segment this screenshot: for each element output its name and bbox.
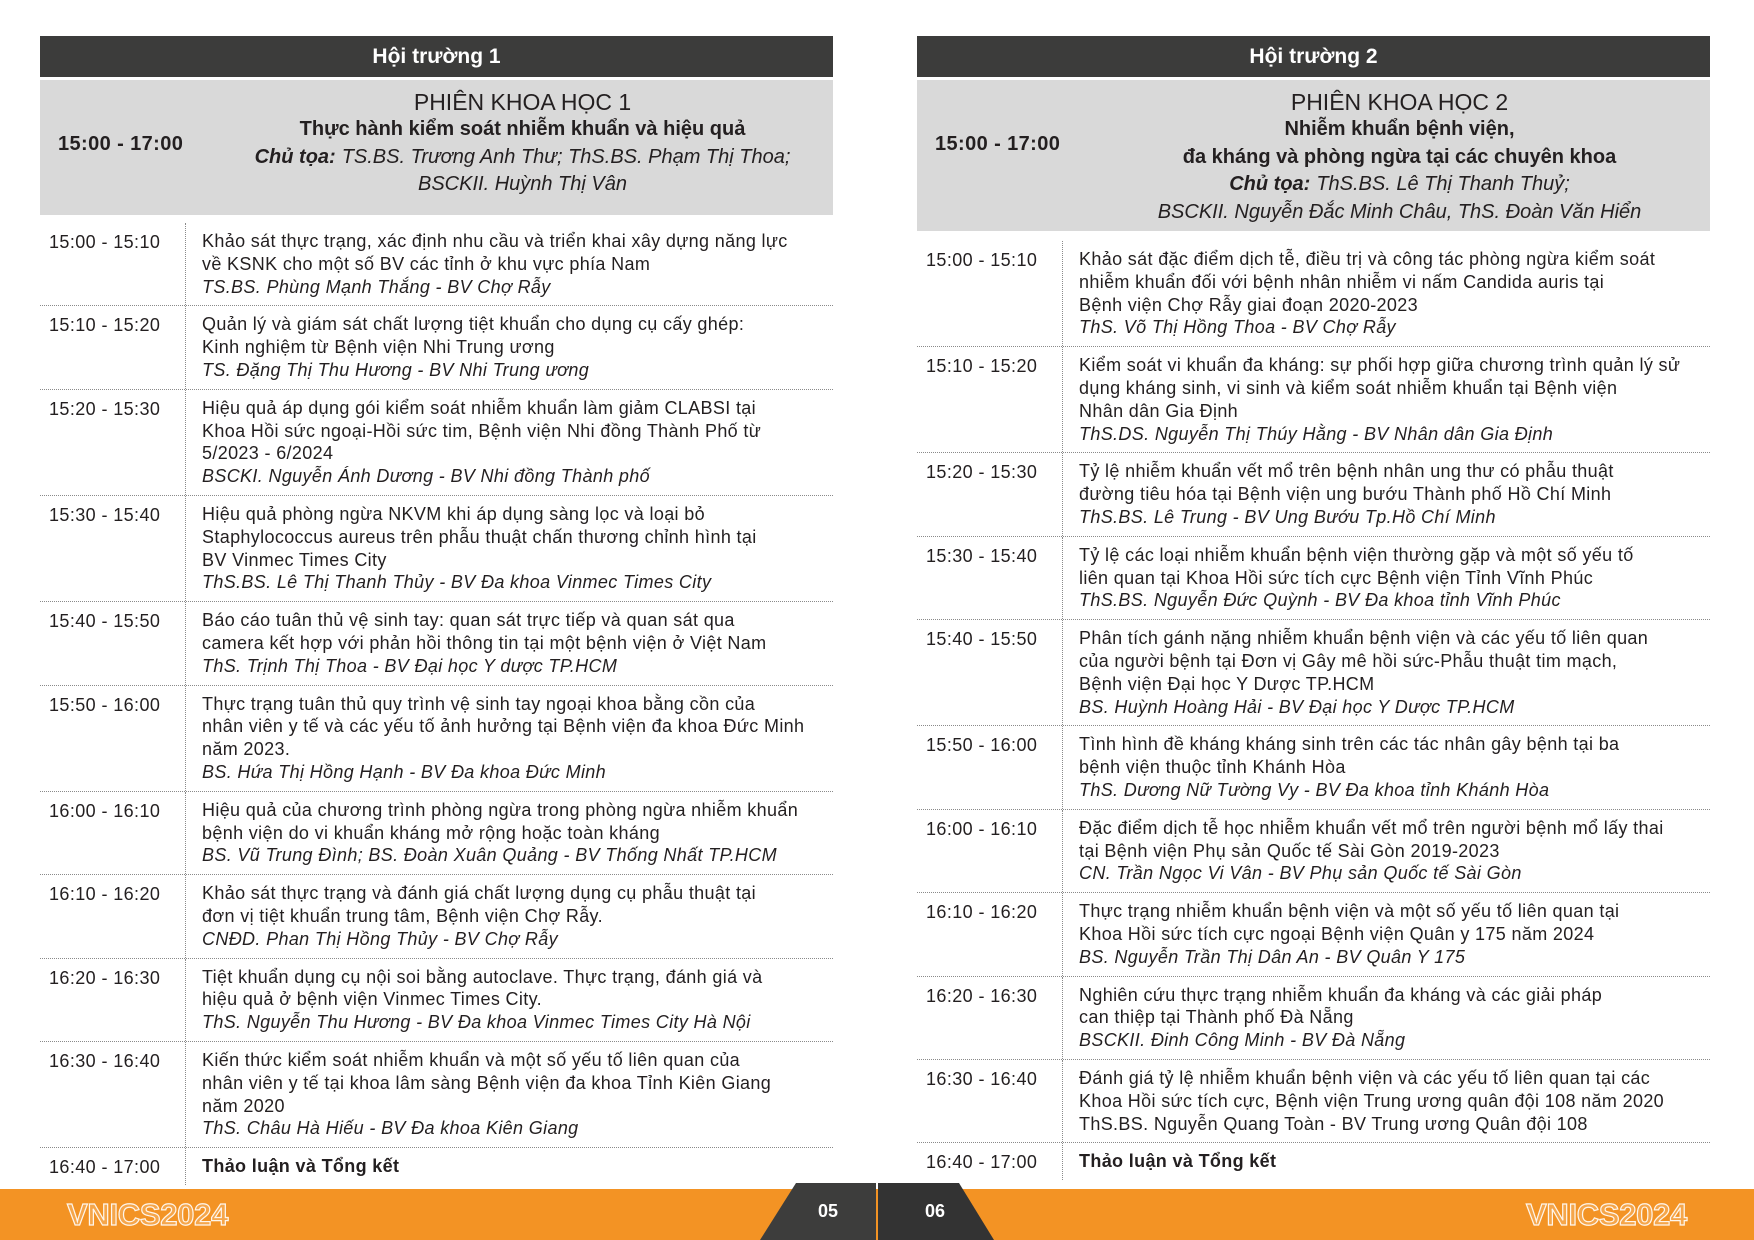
session-subtitle: Thực hành kiểm soát nhiễm khuẩn và hiệu quả <box>299 118 746 141</box>
talk-title-line: Phân tích gánh nặng nhiễm khuẩn bệnh viện và các yếu tố liên quan <box>1079 628 1649 649</box>
talk-title-line: Báo cáo tuân thủ vệ sinh tay: quan sát trực tiếp và quan sát qua <box>202 610 735 631</box>
talk-time: 16:30 - 16:40 <box>40 1042 186 1147</box>
talk-row <box>40 875 833 958</box>
closing-session: Thảo luận và Tổng kết <box>202 1156 400 1177</box>
session-chairs <box>1089 171 1710 198</box>
talk-time: 15:40 - 15:50 <box>40 602 186 684</box>
talk-title-line: Khảo sát đặc điểm dịch tễ, điều trị và công tác phòng ngừa kiểm soát <box>1079 249 1656 269</box>
talk-speaker: ThS.BS. Lê Trung - BV Ung Bướu Tp.Hồ Chí Minh <box>1079 506 1496 527</box>
talk-title-line: liên quan tại Khoa Hồi sức tích cực Bệnh viện Tỉnh Vĩnh Phúc <box>1079 567 1594 588</box>
talk-title-line: Đặc điểm dịch tễ học nhiễm khuẩn vết mổ trên người bệnh mổ lấy thai <box>1079 817 1664 838</box>
talk-time: 15:50 - 16:00 <box>40 686 186 791</box>
session-box <box>40 80 833 215</box>
talk-details <box>1063 1060 1710 1142</box>
talk-title-line: Quản lý và giám sát chất lượng tiệt khuẩn cho dụng cụ cấy ghép: <box>202 314 745 335</box>
talk-title-line: can thiệp tại Thành phố Đà Nẵng <box>1079 1007 1354 1028</box>
talk-title-line: của người bệnh tại Đơn vị Gây mê hồi sức-Phẫu thuật tim mạch, <box>1079 650 1618 671</box>
talk-speaker: ThS. Võ Thị Hồng Thoa - BV Chợ Rẫy <box>1079 317 1396 338</box>
talk-details <box>186 223 833 305</box>
talk-row <box>917 726 1710 809</box>
talk-speaker: BS. Huỳnh Hoàng Hải - BV Đại học Y Dược TP.HCM <box>1079 696 1515 717</box>
talk-time: 15:20 - 15:30 <box>917 453 1063 535</box>
talk-details <box>186 496 833 601</box>
talk-speaker: ThS. Trịnh Thị Thoa - BV Đại học Y dược TP.HCM <box>202 655 618 676</box>
session-time: 15:00 - 17:00 <box>935 133 1061 155</box>
talk-speaker: TS.BS. Phùng Mạnh Thắng - BV Chợ Rẫy <box>202 276 551 297</box>
talk-speaker: ThS. Dương Nữ Tường Vy - BV Đa khoa tỉnh Khánh Hòa <box>1079 779 1550 800</box>
page-number-left: 05 <box>817 1201 839 1221</box>
talk-title-line: đường tiêu hóa tại Bệnh viện ung bướu Thành phố Hồ Chí Minh <box>1079 484 1612 505</box>
closing-session: Thảo luận và Tổng kết <box>1079 1151 1277 1172</box>
talk-details <box>1063 810 1710 892</box>
talk-title-line: bệnh viện do vi khuẩn kháng mở rộng hoặc toàn kháng <box>202 822 660 843</box>
talk-details <box>1063 1143 1710 1180</box>
session-subtitle: Nhiễm khuẩn bệnh viện, <box>1284 118 1515 141</box>
talk-row <box>40 792 833 875</box>
talk-row <box>917 453 1710 536</box>
talk-row <box>917 893 1710 976</box>
talk-title-line: Thực trạng tuân thủ quy trình vệ sinh tay ngoại khoa bằng cồn của <box>202 693 756 714</box>
talk-time: 15:00 - 15:10 <box>917 241 1063 346</box>
brand-logo-right: VNICS2024 <box>1525 1197 1687 1232</box>
hall-header: Hội trường 2 <box>917 36 1710 77</box>
talk-title-line: năm 2023. <box>202 739 291 760</box>
page-number-right: 06 <box>924 1201 946 1221</box>
talk-title-line: BV Vinmec Times City <box>202 549 387 570</box>
talk-title-line: Tỷ lệ nhiễm khuẩn vết mổ trên bệnh nhân ung thư có phẫu thuật <box>1079 461 1614 482</box>
talk-title-line: nhân viên y tế tại khoa lâm sàng Bệnh viện đa khoa Tỉnh Kiên Giang <box>202 1072 772 1093</box>
talk-details <box>1063 726 1710 808</box>
talk-speaker: BS. Hứa Thị Hồng Hạnh - BV Đa khoa Đức Minh <box>202 761 607 782</box>
talk-title-line: Hiệu quả áp dụng gói kiểm soát nhiễm khuẩn làm giảm CLABSI tại <box>202 397 757 418</box>
talk-title-line: Khảo sát thực trạng và đánh giá chất lượng dụng cụ phẫu thuật tại <box>202 883 757 904</box>
talk-title-line: nhân viên y tế và các yếu tố ảnh hưởng tại Bệnh viện đa khoa Đức Minh <box>202 716 805 737</box>
session-details <box>212 89 833 215</box>
talk-title-line: nhiễm khuẩn đối với bệnh nhân nhiễm vi nấm Candida auris tại <box>1079 271 1605 292</box>
talk-time: 15:50 - 16:00 <box>917 726 1063 808</box>
talk-title-line: hiệu quả ở bệnh viện Vinmec Times City. <box>202 989 542 1010</box>
talk-title-line: Khảo sát thực trạng, xác định nhu cầu và triển khai xây dựng năng lực <box>202 231 788 251</box>
talk-time: 15:10 - 15:20 <box>40 306 186 388</box>
talk-title-line: Tình hình đề kháng kháng sinh trên các tác nhân gây bệnh tại ba <box>1079 734 1620 755</box>
talk-details <box>186 602 833 684</box>
talk-title-line: Nhân dân Gia Định <box>1079 400 1239 421</box>
talk-title-line: Khoa Hồi sức tích cực, Bệnh viện Trung ương quân đội 108 năm 2020 <box>1079 1090 1665 1111</box>
talk-time: 15:00 - 15:10 <box>40 223 186 305</box>
talk-list <box>40 223 833 1185</box>
talk-title-line: Kiến thức kiểm soát nhiễm khuẩn và một số yếu tố liên quan của <box>202 1049 741 1070</box>
talk-details <box>1063 893 1710 975</box>
talk-speaker: BSCKII. Đinh Công Minh - BV Đà Nẵng <box>1079 1030 1406 1051</box>
talk-title-line: Bệnh viện Chợ Rẫy giai đoạn 2020-2023 <box>1079 294 1418 315</box>
talk-row <box>917 620 1710 726</box>
talk-row <box>917 1060 1710 1143</box>
chair-names: BSCKII. Huỳnh Thị Vân <box>418 173 627 196</box>
talk-row <box>40 1148 833 1185</box>
talk-title-line: Staphylococcus aureus trên phẫu thuật chấn thương chỉnh hình tại <box>202 526 757 547</box>
talk-title-line: Bệnh viện Đại học Y Dược TP.HCM <box>1079 673 1375 694</box>
talk-row <box>40 686 833 792</box>
talk-title-line: tại Bệnh viện Phụ sản Quốc tế Sài Gòn 2019-2023 <box>1079 840 1500 861</box>
talk-title-line: Khoa Hồi sức ngoại-Hồi sức tim, Bệnh viện Nhi đồng Thành Phố từ <box>202 420 762 441</box>
session-title: PHIÊN KHOA HỌC 2 <box>1290 89 1509 115</box>
talk-time: 15:10 - 15:20 <box>917 347 1063 452</box>
talk-title-line: Hiệu quả của chương trình phòng ngừa trong phòng ngừa nhiễm khuẩn <box>202 799 799 820</box>
talk-time: 16:40 - 17:00 <box>917 1143 1063 1180</box>
talk-title-line: dụng kháng sinh, vi sinh và kiểm soát nhiễm khuẩn tại Bệnh viện <box>1079 377 1618 398</box>
talk-row <box>917 347 1710 453</box>
talk-title-line: ThS.BS. Nguyễn Quang Toàn - BV Trung ương Quân đội 108 <box>1079 1113 1588 1134</box>
hall-2-panel <box>917 36 1710 1180</box>
talk-speaker: ThS.BS. Nguyễn Đức Quỳnh - BV Đa khoa tỉnh Vĩnh Phúc <box>1079 590 1561 611</box>
talk-details <box>1063 977 1710 1059</box>
talk-details <box>186 875 833 957</box>
talk-row <box>40 390 833 496</box>
talk-speaker: BS. Nguyễn Trần Thị Dân An - BV Quân Y 175 <box>1079 946 1466 967</box>
chair-names: ThS.BS. Lê Thị Thanh Thuỷ; <box>1316 173 1570 196</box>
talk-title-line: camera kết hợp với phản hồi thông tin tại một bệnh viện ở Việt Nam <box>202 632 767 653</box>
talk-row <box>917 241 1710 347</box>
talk-time: 15:30 - 15:40 <box>917 537 1063 619</box>
talk-speaker: ThS. Nguyễn Thu Hương - BV Đa khoa Vinmec Times City Hà Nội <box>202 1012 751 1033</box>
talk-title-line: 5/2023 - 6/2024 <box>202 443 334 464</box>
talk-time: 16:30 - 16:40 <box>917 1060 1063 1142</box>
talk-title-line: về KSNK cho một số BV các tỉnh ở khu vực phía Nam <box>202 253 651 274</box>
talk-details <box>186 792 833 874</box>
session-chairs <box>212 144 833 171</box>
talk-title-line: Tỷ lệ các loại nhiễm khuẩn bệnh viện thường gặp và một số yếu tố <box>1079 544 1634 565</box>
talk-time: 16:00 - 16:10 <box>40 792 186 874</box>
talk-row <box>40 496 833 602</box>
talk-details <box>1063 620 1710 725</box>
talk-title-line: đơn vị tiệt khuẩn trung tâm, Bệnh viện Chợ Rẫy. <box>202 905 603 926</box>
talk-row <box>40 306 833 389</box>
talk-time: 16:20 - 16:30 <box>40 959 186 1041</box>
talk-details <box>186 1148 833 1185</box>
talk-speaker: ThS.DS. Nguyễn Thị Thúy Hằng - BV Nhân dân Gia Định <box>1079 423 1554 444</box>
talk-time: 16:10 - 16:20 <box>40 875 186 957</box>
hall-header: Hội trường 1 <box>40 36 833 77</box>
talk-time: 15:40 - 15:50 <box>917 620 1063 725</box>
talk-details <box>186 959 833 1041</box>
talk-time: 16:00 - 16:10 <box>917 810 1063 892</box>
talk-title-line: Hiệu quả phòng ngừa NKVM khi áp dụng sàng lọc và loại bỏ <box>202 503 705 524</box>
session-subtitle: đa kháng và phòng ngừa tại các chuyên khoa <box>1182 145 1617 168</box>
session-title: PHIÊN KHOA HỌC 1 <box>413 89 632 115</box>
talk-row <box>917 810 1710 893</box>
talk-list <box>917 241 1710 1180</box>
talk-row <box>40 602 833 685</box>
talk-title-line: bệnh viện thuộc tỉnh Khánh Hòa <box>1079 757 1346 778</box>
talk-title-line: Đánh giá tỷ lệ nhiễm khuẩn bệnh viện và các yếu tố liên quan tại các <box>1079 1067 1651 1088</box>
talk-row <box>40 959 833 1042</box>
talk-speaker: CNĐD. Phan Thị Hồng Thủy - BV Chợ Rẫy <box>202 928 558 949</box>
talk-time: 15:30 - 15:40 <box>40 496 186 601</box>
talk-details <box>186 390 833 495</box>
talk-title-line: Kinh nghiệm từ Bệnh viện Nhi Trung ương <box>202 337 555 358</box>
talk-row <box>917 537 1710 620</box>
chair-label: Chủ tọa: <box>1229 173 1311 196</box>
talk-speaker: CN. Trần Ngọc Vi Vân - BV Phụ sản Quốc tế Sài Gòn <box>1079 863 1522 884</box>
talk-speaker: ThS.BS. Lê Thị Thanh Thủy - BV Đa khoa Vinmec Times City <box>202 572 712 593</box>
talk-title-line: Kiểm soát vi khuẩn đa kháng: sự phối hợp giữa chương trình quản lý sử <box>1079 355 1681 376</box>
session-box <box>917 80 1710 231</box>
talk-details <box>1063 347 1710 452</box>
talk-title-line: Khoa Hồi sức tích cực ngoại Bệnh viện Quân y 175 năm 2024 <box>1079 923 1595 944</box>
talk-details <box>186 686 833 791</box>
hall-1-panel <box>40 36 833 1185</box>
talk-details <box>1063 241 1710 346</box>
talk-time: 16:10 - 16:20 <box>917 893 1063 975</box>
talk-title-line: Thực trạng nhiễm khuẩn bệnh viện và một số yếu tố liên quan tại <box>1079 901 1620 922</box>
talk-time: 15:20 - 15:30 <box>40 390 186 495</box>
talk-time: 16:20 - 16:30 <box>917 977 1063 1059</box>
talk-details <box>1063 453 1710 535</box>
session-details <box>1089 89 1710 231</box>
talk-title-line: Tiệt khuẩn dụng cụ nội soi bằng autoclave. Thực trạng, đánh giá và <box>202 966 763 987</box>
talk-details <box>186 1042 833 1147</box>
brand-logo-left: VNICS2024 <box>67 1197 229 1232</box>
talk-title-line: Nghiên cứu thực trạng nhiễm khuẩn đa kháng và các giải pháp <box>1079 984 1603 1005</box>
talk-row <box>917 1143 1710 1180</box>
talk-speaker: ThS. Châu Hà Hiếu - BV Đa khoa Kiên Giang <box>202 1118 579 1139</box>
page-number-tab <box>750 1180 1010 1240</box>
talk-details <box>186 306 833 388</box>
chair-names: BSCKII. Nguyễn Đắc Minh Châu, ThS. Đoàn Văn Hiển <box>1157 200 1642 223</box>
talk-time: 16:40 - 17:00 <box>40 1148 186 1185</box>
talk-row <box>40 223 833 306</box>
talk-row <box>40 1042 833 1148</box>
session-time: 15:00 - 17:00 <box>58 133 184 155</box>
talk-speaker: BS. Vũ Trung Đình; BS. Đoàn Xuân Quảng - BV Thống Nhất TP.HCM <box>202 845 777 866</box>
talk-title-line: năm 2020 <box>202 1095 285 1116</box>
chair-names: TS.BS. Trương Anh Thư; ThS.BS. Phạm Thị Thoa; <box>341 145 791 168</box>
talk-speaker: BSCKI. Nguyễn Ánh Dương - BV Nhi đồng Thành phố <box>202 466 650 487</box>
talk-row <box>917 977 1710 1060</box>
talk-details <box>1063 537 1710 619</box>
talk-speaker: TS. Đặng Thị Thu Hương - BV Nhi Trung ương <box>202 359 590 380</box>
chair-label: Chủ tọa: <box>254 145 336 168</box>
